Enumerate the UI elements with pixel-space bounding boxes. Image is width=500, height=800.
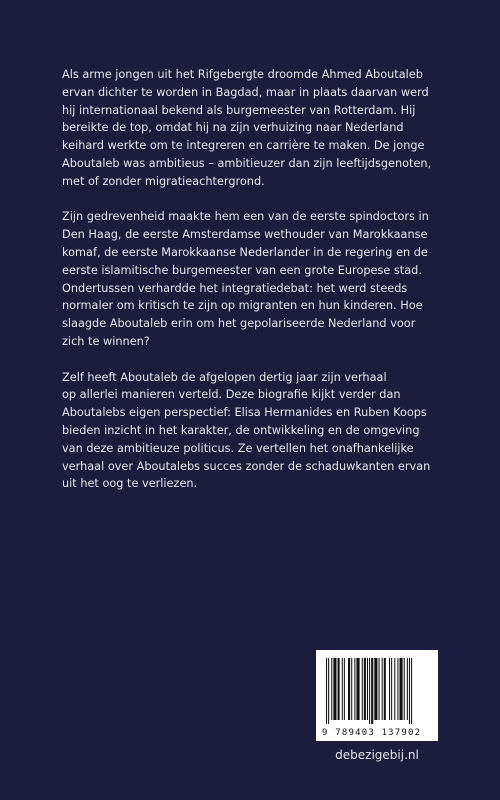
text-line: uit het oog te verliezen.	[62, 477, 198, 491]
text-line: verhaal over Aboutalebs succes zonder de schaduwkanten ervan	[62, 459, 431, 473]
barcode-bar	[338, 658, 340, 720]
barcode-bar	[394, 658, 395, 720]
barcode-bar	[364, 658, 366, 720]
text-line: bieden inzicht in het karakter, de ontwikkeling en de omgeving	[62, 423, 420, 437]
barcode-bar	[407, 658, 408, 720]
text-line: Aboutaleb was ambitieus – ambitieuzer dan zijn leeftijdsgenoten,	[62, 156, 432, 170]
text-line: Den Haag, de eerste Amsterdamse wethouder van Marokkaanse	[62, 228, 428, 242]
barcode-bar	[379, 658, 380, 720]
barcode-bar	[369, 658, 370, 724]
barcode-bar	[371, 658, 373, 724]
text-line: komaf, de eerste Marokkaanse Nederlander in de regering en de	[62, 245, 428, 259]
text-line: keihard werkte om te integreren en carrière te maken. De jonge	[62, 139, 425, 153]
publisher-url: debezigebij.nl	[335, 748, 419, 762]
text-line: ervan dichter te worden in Bagdad, maar in plaats daarvan werd	[62, 85, 429, 99]
barcode-bar	[409, 658, 410, 724]
barcode-bar	[333, 658, 336, 720]
barcode-bar	[382, 658, 383, 720]
barcode-bar	[411, 658, 412, 724]
barcode-bar	[326, 658, 327, 724]
text-line: van deze ambitieuze politicus. Ze vertellen het onafhankelijke	[62, 441, 414, 455]
barcode-bar	[344, 658, 345, 720]
barcode	[316, 650, 438, 741]
text-line: met of zonder migratieachtergrond.	[62, 174, 265, 188]
barcode-bar	[328, 658, 329, 724]
barcode-bar	[374, 658, 377, 720]
barcode-bars	[326, 658, 428, 724]
barcode-bar	[397, 658, 398, 720]
text-line: Als arme jongen uit het Rifgebergte droomde Ahmed Aboutaleb	[62, 68, 423, 81]
barcode-bar	[351, 658, 352, 720]
barcode-bar	[342, 658, 343, 720]
text-line: eerste islamitische burgemeester van een grote Europese stad.	[62, 263, 422, 277]
text-line: Zijn gedrevenheid maakte hem een van de eerste spindoctors in	[62, 210, 429, 224]
blurb-text	[62, 66, 442, 511]
barcode-bar	[354, 658, 355, 720]
text-line: op allerlei manieren verteld. Deze biografie kijkt verder dan	[62, 388, 401, 402]
barcode-bar	[331, 658, 332, 720]
text-line: zich te winnen?	[62, 334, 150, 348]
barcode-bar	[391, 658, 392, 720]
barcode-bar	[356, 658, 359, 720]
text-line: bereikte de top, omdat hij na zijn verhuizing naar Nederland	[62, 121, 404, 135]
isbn-number: 9 789403 137902	[322, 728, 422, 738]
text-line: normaler om kritisch te zijn op migranten en hun kinderen. Hoe	[62, 299, 423, 313]
text-line: slaagde Aboutaleb erin om het gepolariseerde Nederland voor	[62, 317, 416, 331]
text-line: Aboutalebs eigen perspectief: Elisa Hermanides en Ruben Koops	[62, 406, 427, 420]
barcode-bar	[362, 658, 363, 720]
barcode-bar	[389, 658, 390, 720]
barcode-bar	[400, 658, 403, 720]
blurb-paragraph-1	[62, 66, 442, 191]
blurb-paragraph-3	[62, 369, 442, 494]
barcode-bar	[404, 658, 405, 720]
barcode-bar	[348, 658, 350, 720]
text-line: Zelf heeft Aboutaleb de afgelopen dertig jaar zijn verhaal	[62, 370, 387, 384]
blurb-paragraph-2	[62, 208, 442, 350]
text-line: Ondertussen verhardde het integratiedebat: het werd steeds	[62, 281, 408, 295]
barcode-bar	[384, 658, 386, 720]
text-line: hij internationaal bekend als burgemeester van Rotterdam. Hij	[62, 103, 416, 117]
barcode-bar	[367, 658, 368, 720]
